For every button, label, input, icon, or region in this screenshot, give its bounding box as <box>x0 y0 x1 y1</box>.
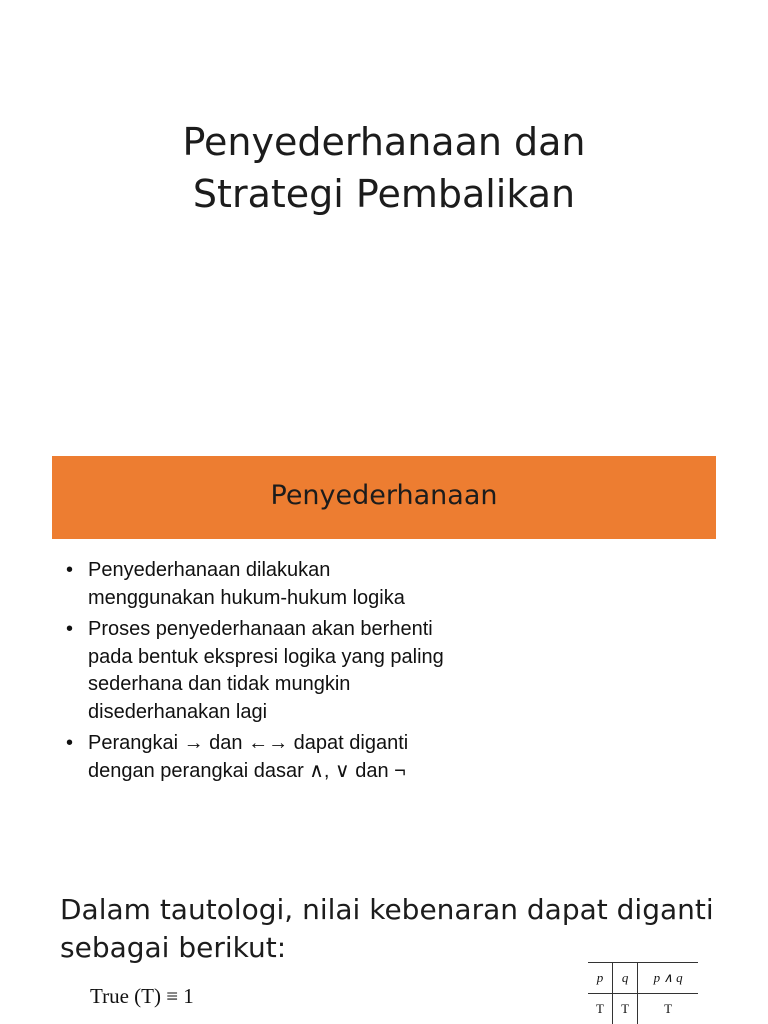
bullet-list <box>66 557 546 789</box>
bullet-dot: • <box>66 559 74 581</box>
bullet-line: Proses penyederhanaan akan berhenti <box>88 618 433 640</box>
truth-table-cell: T <box>596 1001 604 1016</box>
truth-table-header: p ∧ q <box>638 963 698 994</box>
tautology-text-line-2: sebagai berikut: <box>60 931 287 964</box>
slide-title-line-2: Strategi Pembalikan <box>192 172 576 216</box>
bullet-item <box>66 557 546 612</box>
bullet-line: sederhana dan tidak mungkin <box>88 673 351 695</box>
bullet-item <box>66 616 546 726</box>
bullet-dot: • <box>66 618 74 640</box>
section-banner <box>52 456 716 539</box>
truth-table-cell: T <box>612 994 637 1024</box>
truth-table-header: q <box>612 963 637 994</box>
bullet-item <box>66 730 546 785</box>
bullet-dot: • <box>66 732 74 754</box>
tautology-text <box>60 891 740 967</box>
truth-table-row <box>588 994 698 1024</box>
truth-table-header-row <box>588 963 698 994</box>
bullet-line: pada bentuk ekspresi logika yang paling <box>88 645 444 668</box>
slide-title <box>0 116 768 220</box>
bullet-line: menggunakan hukum-hukum logika <box>88 586 405 609</box>
true-equation: True (T) ≡ 1 <box>90 984 194 1008</box>
slide-title-line-1: Penyederhanaan dan <box>182 120 586 164</box>
bullet-line: Penyederhanaan dilakukan <box>88 559 331 581</box>
bullet-line: dengan perangkai dasar ∧, ∨ dan ¬ <box>88 759 406 782</box>
truth-table-cell: T <box>638 994 698 1024</box>
bullet-line: disederhanakan lagi <box>88 700 268 723</box>
truth-table <box>588 962 698 1024</box>
tautology-text-line-1: Dalam tautologi, nilai kebenaran dapat diganti <box>60 893 714 926</box>
banner-title: Penyederhanaan <box>270 480 498 511</box>
bullet-line: Perangkai → dan ←→ dapat diganti <box>88 732 409 754</box>
truth-table-header: p <box>588 963 612 994</box>
